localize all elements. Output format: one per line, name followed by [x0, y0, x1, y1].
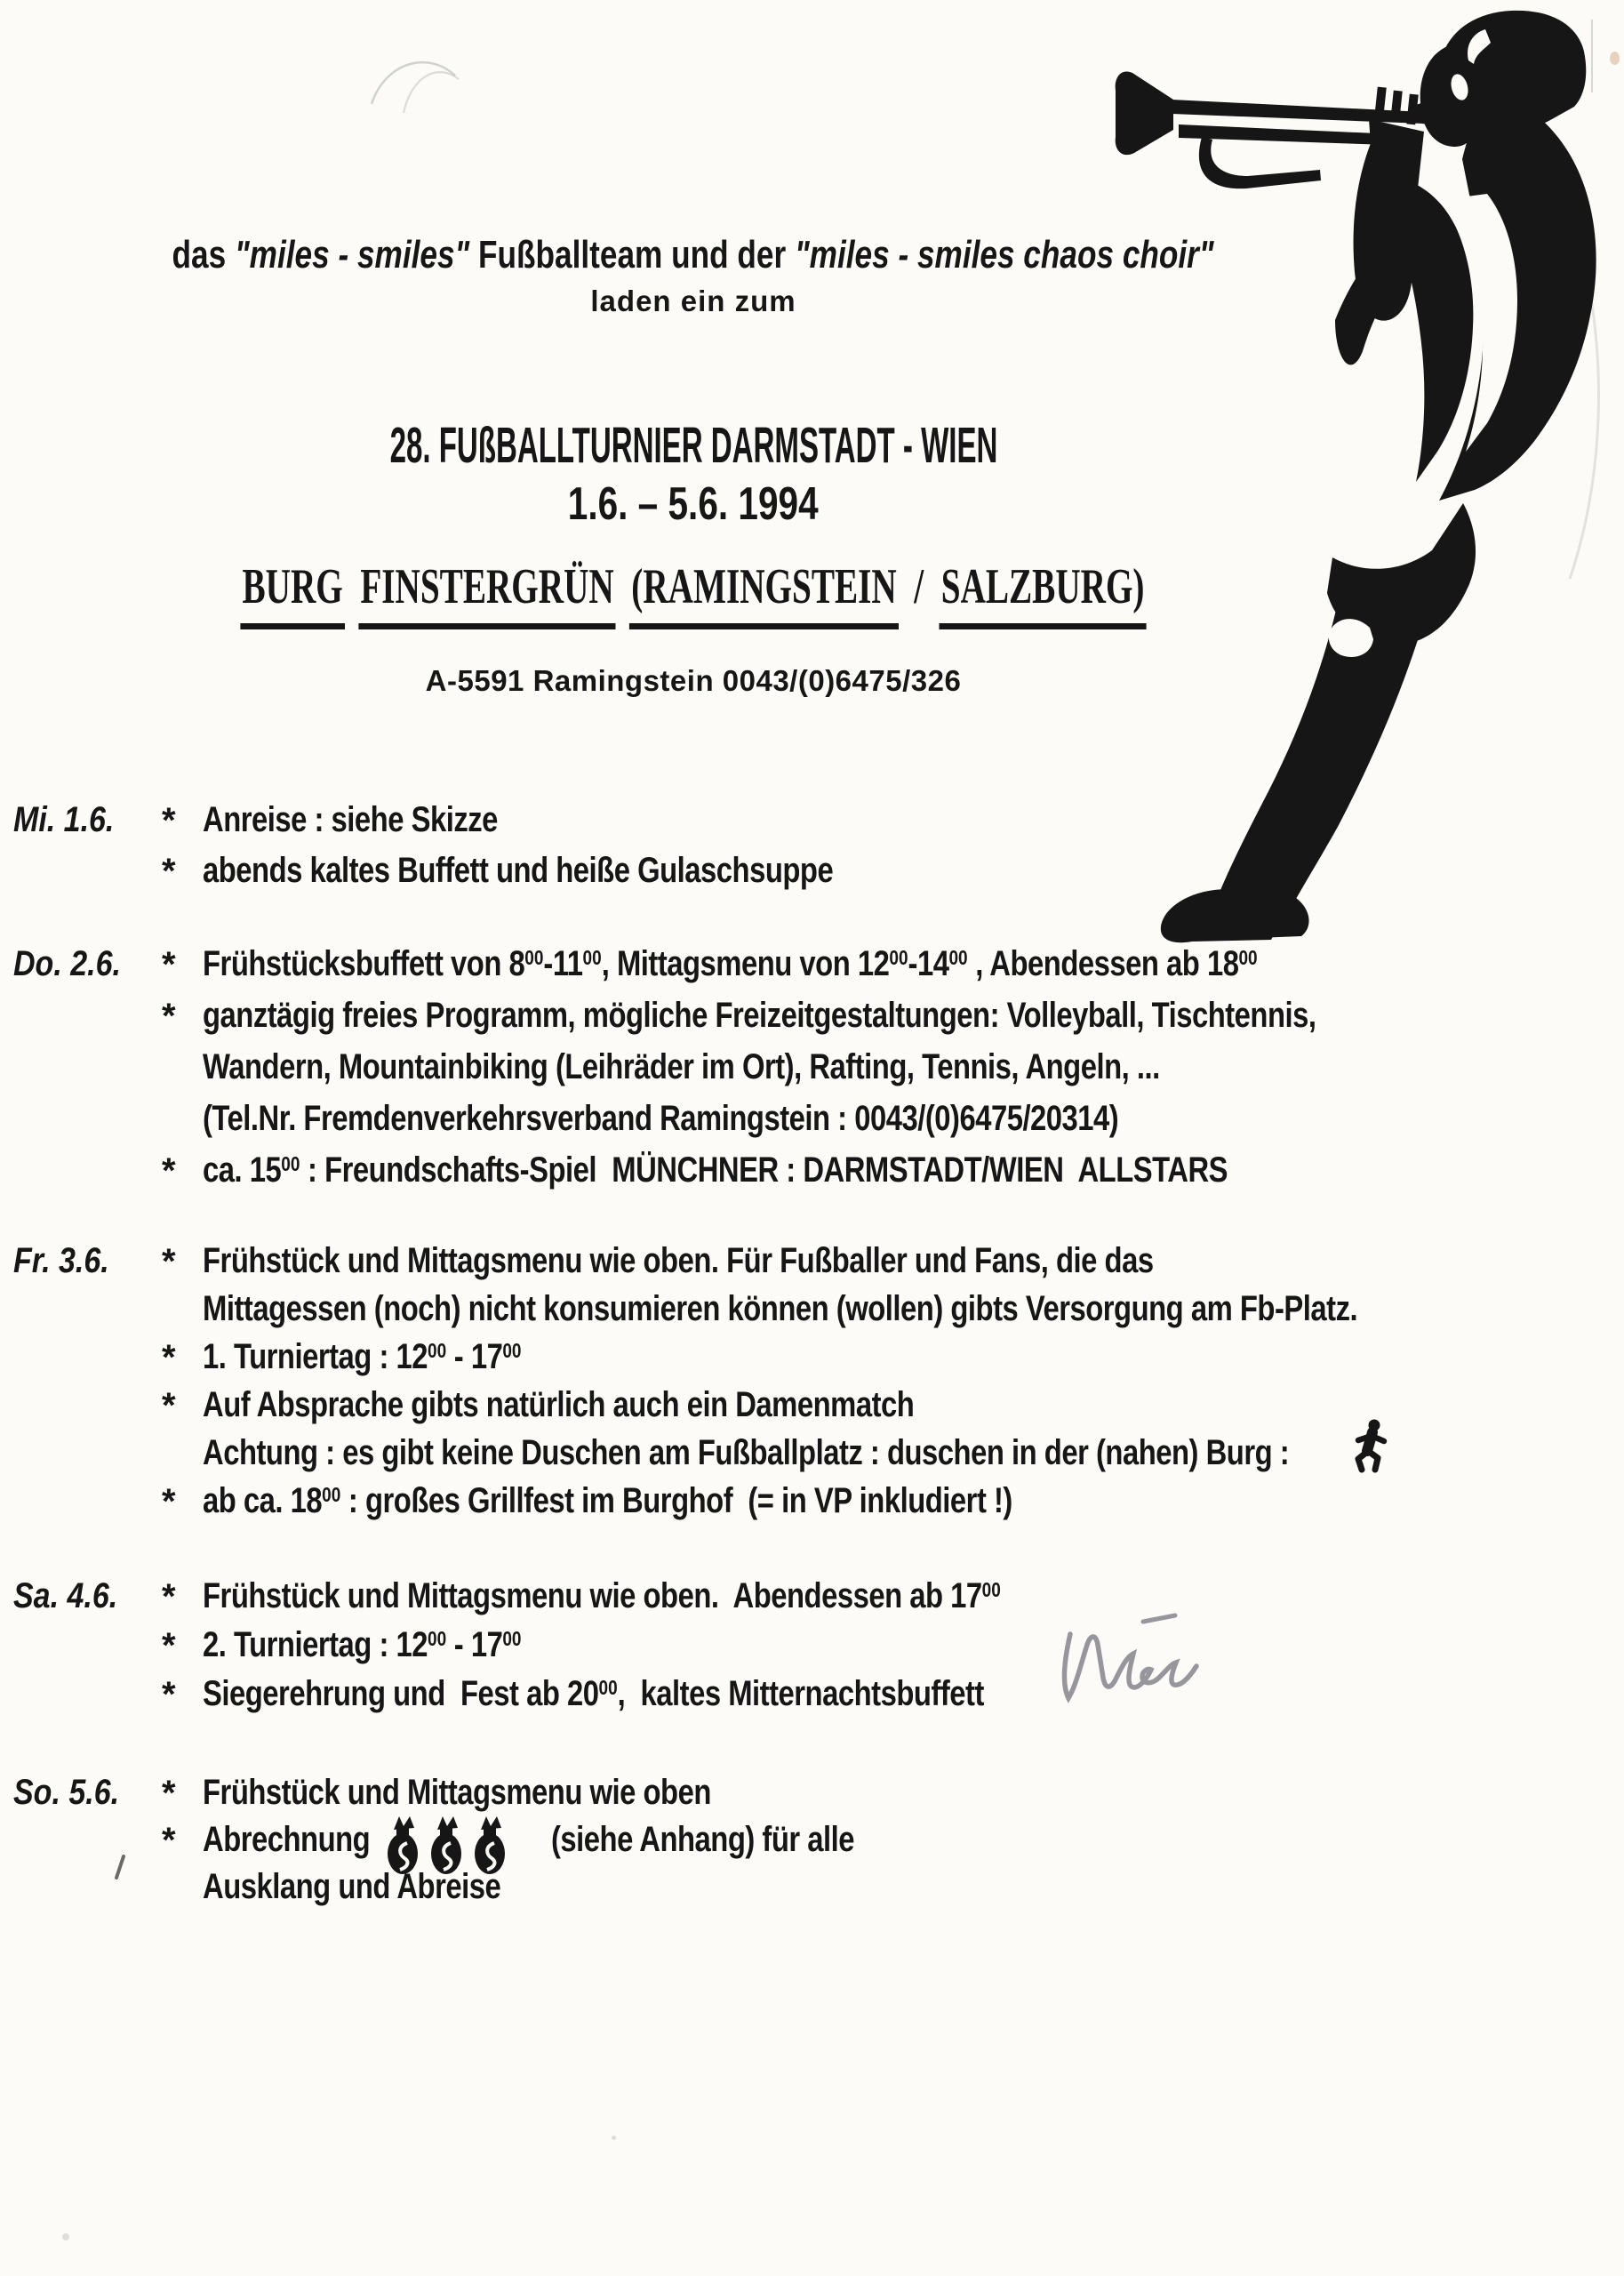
schedule-line: * ca. $15^{00}$ : Freundschafts-Spiel MÜNCHNER : DARMSTADT/WIEN ALLSTARS — [162, 1150, 1228, 1190]
schedule-line: (Tel.Nr. Fremdenverkehrsverband Ramingstein : 0043/(0)6475/20314) — [203, 1099, 1119, 1138]
intro-text: das — [172, 233, 227, 276]
bullet-asterisk: * — [162, 1774, 176, 1813]
date-range: 1.6. – 5.6. 1994 — [568, 478, 819, 530]
schedule-line: Sa. 4.6. * Frühstück und Mittagsmenu wie oben. Abendessen ab $17^{00}$ — [13, 1576, 1001, 1616]
bullet-asterisk: * — [162, 1577, 176, 1616]
schedule-line: Fr. 3.6. * Frühstück und Mittagsmenu wie oben. Für Fußballer und Fans, die das — [13, 1241, 1154, 1281]
schedule-day-label: Do. 2.6. — [13, 944, 121, 983]
schedule-line: * abends kaltes Buffett und heiße Gulaschsuppe — [162, 851, 834, 891]
schedule-day-label: Mi. 1.6. — [13, 800, 115, 839]
bullet-asterisk: * — [162, 1151, 176, 1190]
bullet-asterisk: * — [162, 1626, 176, 1665]
intro-quote-miles-smiles: "miles - smiles" — [235, 233, 470, 276]
scan-artifact-spot — [1610, 52, 1620, 65]
bullet-asterisk: * — [162, 945, 176, 984]
tournament-title: 28. FUßBALLTURNIER DARMSTADT - WIEN — [389, 417, 997, 474]
scan-artifact-speck — [612, 2136, 616, 2140]
money-bag-icon — [428, 1815, 464, 1875]
bullet-asterisk: * — [162, 1338, 176, 1377]
intro-text-middle: Fußballteam und der — [478, 233, 787, 276]
venue-line — [208, 558, 1179, 629]
schedule-line: * ab ca. $18^{00}$ : großes Grillfest im Burghof (= in VP inkludiert !) — [162, 1481, 1012, 1521]
schedule-line: * Siegerehrung und Fest ab $20^{00}$, kaltes Mitternachtsbuffett — [162, 1674, 984, 1714]
venue-slash: / — [914, 559, 924, 614]
schedule-day-label: So. 5.6. — [13, 1773, 120, 1812]
schedule-line: * Abrechnung (siehe Anhang) für alle — [203, 1820, 407, 1866]
schedule-line: * ganztägig freies Programm, mögliche Freizeitgestaltungen: Volleyball, Tischtennis, — [162, 996, 1316, 1036]
invite-line: laden ein zum — [590, 284, 796, 317]
venue-word: BURG — [240, 558, 344, 629]
runner-icon — [1348, 1417, 1390, 1485]
bullet-asterisk: * — [162, 1482, 176, 1521]
venue-word: (RAMINGSTEIN — [629, 558, 899, 629]
bullet-asterisk: * — [162, 997, 176, 1036]
schedule-line: * Auf Absprache gibts natürlich auch ein Damenmatch — [162, 1385, 915, 1425]
schedule-line: Mi. 1.6. * Anreise : siehe Skizze — [13, 800, 498, 840]
trumpeter-artwork — [1109, 5, 1607, 948]
venue-word: SALZBURG) — [940, 558, 1147, 629]
bullet-asterisk: * — [162, 852, 176, 891]
intro-quote-chaos-choir: "miles - smiles chaos choir" — [795, 233, 1215, 276]
schedule-line: Ausklang und Abreise — [203, 1867, 501, 1906]
address-line: A-5591 Ramingstein 0043/(0)6475/326 — [425, 664, 962, 697]
scan-artifact-line — [1591, 20, 1593, 92]
money-bag-icon — [472, 1815, 508, 1875]
schedule-day-label: Sa. 4.6. — [13, 1576, 118, 1615]
bullet-asterisk: * — [162, 801, 176, 840]
bullet-asterisk: * — [162, 1242, 176, 1281]
scan-artifact-speck — [62, 2233, 69, 2240]
bullet-asterisk: * — [162, 1821, 176, 1860]
schedule-line: Wandern, Mountainbiking (Leihräder im Ort), Rafting, Tennis, Angeln, ... — [203, 1047, 1160, 1086]
schedule-line: Do. 2.6. * Frühstücksbuffett von $8^{00}-11^{00}$, Mittagsmenu von $12^{00}-14^{00}$ , Abendessen ab $18^{00}$ — [13, 944, 1258, 984]
pencil-tick-mark — [114, 1855, 126, 1881]
money-bag-icon — [385, 1815, 420, 1875]
pencil-arc-mark — [363, 49, 469, 120]
schedule-line: * 2. Turniertag : $12^{00} - 17^{00}$ — [162, 1625, 522, 1665]
venue-word: FINSTERGRÜN — [358, 558, 616, 629]
schedule-line: So. 5.6. * Frühstück und Mittagsmenu wie oben — [13, 1773, 711, 1813]
bullet-asterisk: * — [162, 1675, 176, 1714]
bullet-asterisk: * — [162, 1386, 176, 1425]
handwritten-wien-note — [1054, 1599, 1241, 1705]
schedule-line: * 1. Turniertag : $12^{00} - 17^{00}$ — [162, 1337, 522, 1377]
schedule-line: Mittagessen (noch) nicht konsumieren können (wollen) gibts Versorgung am Fb-Platz. — [203, 1289, 1358, 1328]
schedule-line: Achtung : es gibt keine Duschen am Fußballplatz : duschen in der (nahen) Burg : — [203, 1433, 1537, 1479]
schedule-day-label: Fr. 3.6. — [13, 1241, 109, 1280]
